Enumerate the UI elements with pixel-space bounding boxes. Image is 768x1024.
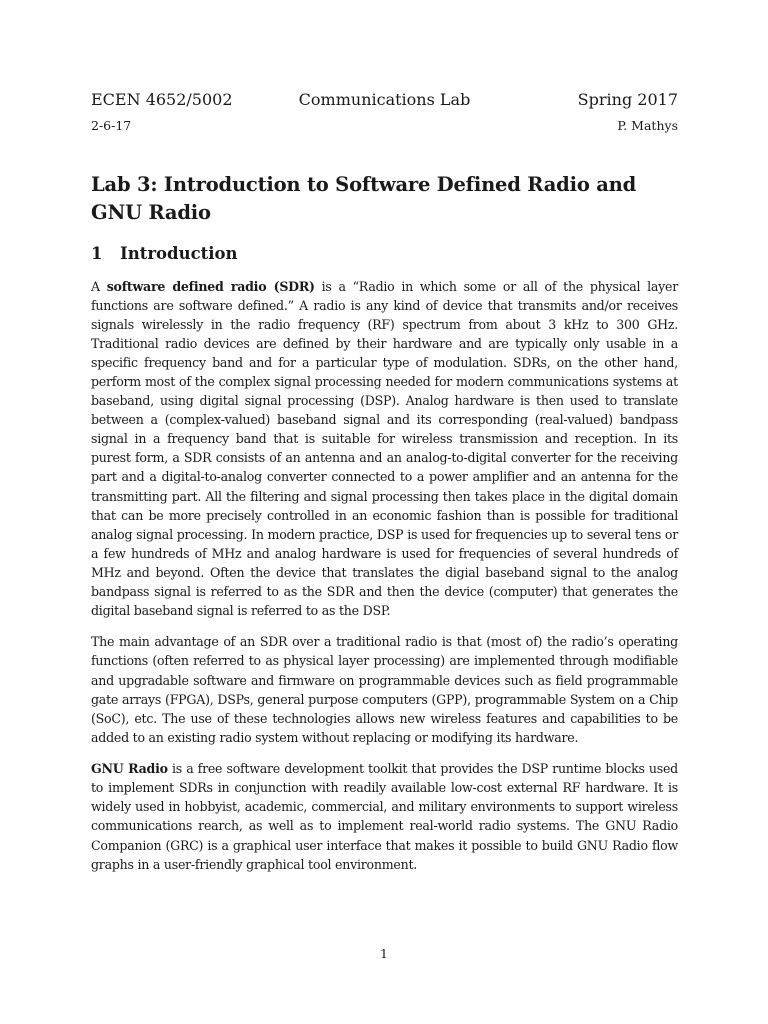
defined-term: software defined radio (SDR) bbox=[106, 279, 315, 294]
lab-name: Communications Lab bbox=[298, 90, 471, 109]
paragraph-gnu-radio bbox=[91, 759, 678, 873]
paragraph-text: is a “Radio in which some or all of the physical layer functions are software defined.” A radio is any kind of device that transmits and/or receives signals wirelessly in the radio frequency (RF) spectrum from about 3 kHz to 300 GHz. Traditional radio devices are defined by their hardware and are typically only usable in a specific frequency band and for a particular type of modulation. SDRs, on the other hand, perform most of the complex signal processing needed for modern communications systems at baseband, using digital signal processing (DSP). Analog hardware is then used to translate between a (complex-valued) baseband signal and its corresponding (real-valued) bandpass signal in a frequency band that is suitable for wireless transmission and reception. In its purest form, a SDR consists of an antenna and an analog-to-digital converter for the receiving part and a digital-to-analog converter connected to a power amplifier and an antenna for the transmitting part. All the filtering and signal processing then takes place in the digital domain that can be more precisely controlled in an economic fashion than is possible for traditional analog signal processing. In modern practice, DSP is used for frequencies up to several tens or a few hundreds of MHz and analog hardware is used for frequencies of several hundreds of MHz and beyond. Often the device that translates the digial baseband signal to the analog bandpass signal is referred to as the SDR and then the device (computer) that generates the digital baseband signal is referred to as the DSP. bbox=[91, 279, 678, 618]
document-title: Lab 3: Introduction to Software Defined Radio and GNU Radio bbox=[91, 173, 637, 224]
paragraph-text: The main advantage of an SDR over a traditional radio is that (most of) the radio’s operating functions (often referred to as physical layer processing) are implemented through modifiable and upgradable software and firmware on programmable devices such as field programmable gate arrays (FPGA), DSPs, general purpose computers (GPP), programmable System on a Chip (SoC), etc. The use of these technologies allows new wireless features and capabilities to be added to an existing radio system without replacing or modifying its hardware. bbox=[91, 634, 678, 745]
section-title: Introduction bbox=[120, 244, 238, 263]
document-page bbox=[91, 90, 678, 886]
course-number: ECEN 4652/5002 bbox=[91, 90, 233, 109]
paragraph-text: is a free software development toolkit that provides the DSP runtime blocks used to implement SDRs in conjunction with readily available low-cost external RF hardware. It is widely used in hobbyist, academic, commercial, and military environments to support wireless communications rearch, as well as to implement real-world radio systems. The GNU Radio Companion (GRC) is a graphical user interface that makes it possible to build GNU Radio flow graphs in a user-friendly graphical tool environment. bbox=[91, 761, 678, 872]
section-number: 1 bbox=[91, 244, 103, 263]
running-subheader bbox=[91, 118, 678, 138]
page-number: 1 bbox=[380, 946, 388, 961]
defined-term: GNU Radio bbox=[91, 761, 168, 777]
term: Spring 2017 bbox=[577, 90, 678, 109]
author: P. Mathys bbox=[617, 118, 678, 133]
running-header bbox=[91, 90, 678, 114]
paragraph-lead: A bbox=[91, 279, 107, 294]
section-heading bbox=[91, 243, 678, 265]
paragraph-sdr-definition bbox=[91, 277, 678, 620]
paragraph-sdr-advantage bbox=[91, 632, 678, 746]
document-date: 2-6-17 bbox=[91, 118, 132, 133]
